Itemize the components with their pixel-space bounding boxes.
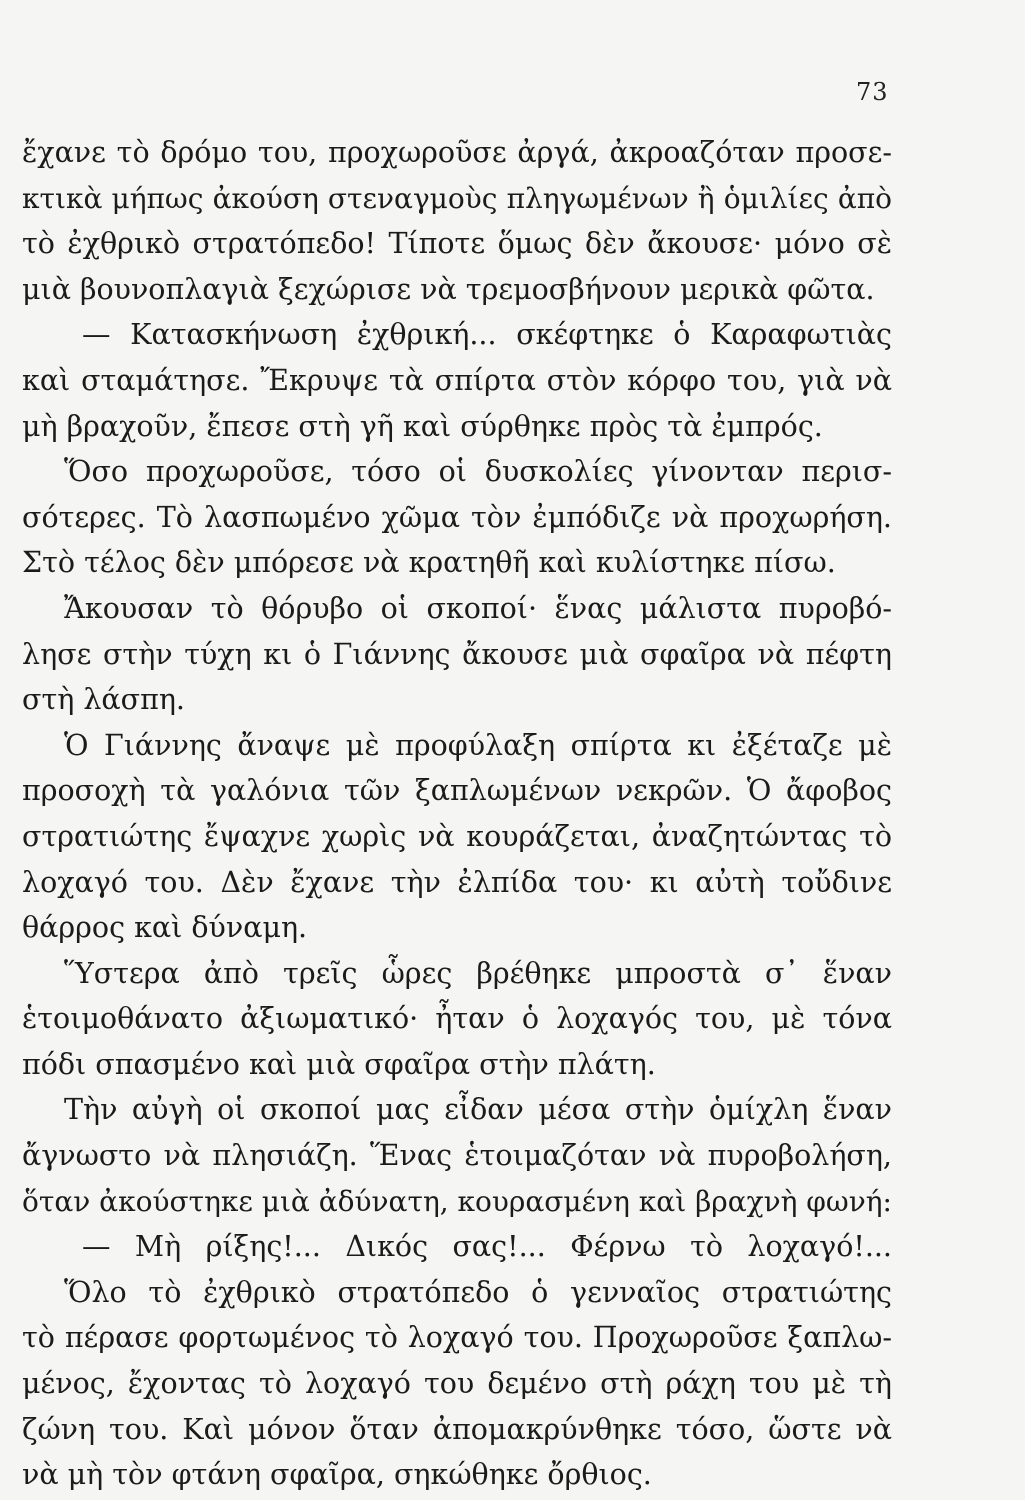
text-line: τὸ ἐχθρικὸ στρατόπεδο! Τίποτε ὅμως δὲν ἄκουσε· μόνο σὲ: [22, 227, 892, 261]
text-line: ἄγνωστο νὰ πλησιάζη. Ἕνας ἑτοιμαζόταν νὰ πυροβολήση,: [22, 1139, 892, 1173]
text-line: Ὅσο προχωροῦσε, τόσο οἱ δυσκολίες γίνονταν περισ-: [64, 455, 892, 489]
text-line: θάρρος καὶ δύναμη.: [22, 911, 308, 945]
page-number: 73: [856, 78, 889, 106]
text-line: Στὸ τέλος δὲν μπόρεσε νὰ κρατηθῆ καὶ κυλίστηκε πίσω.: [22, 546, 836, 580]
body-text: [22, 130, 892, 1498]
text-line: προσοχὴ τὰ γαλόνια τῶν ξαπλωμένων νεκρῶν. Ὁ ἄφοβος: [22, 774, 892, 808]
text-line: — Κατασκήνωση ἐχθρική... σκέφτηκε ὁ Καραφωτιὰς: [82, 318, 892, 352]
text-line: κτικὰ μήπως ἀκούση στεναγμοὺς πληγωμένων ἢ ὁμιλίες ἀπὸ: [22, 181, 892, 215]
text-line: καὶ σταμάτησε. Ἔκρυψε τὰ σπίρτα στὸν κόρφο του, γιὰ νὰ: [22, 363, 892, 397]
text-line: ἔχανε τὸ δρόμο του, προχωροῦσε ἀργά, ἀκροαζόταν προσε-: [22, 136, 892, 169]
text-line: Ὕστερα ἀπὸ τρεῖς ὧρες βρέθηκε μπροστὰ σ᾽ ἕναν: [64, 956, 892, 990]
text-line: μένος, ἔχοντας τὸ λοχαγό του δεμένο στὴ ράχη του μὲ τὴ: [22, 1367, 892, 1401]
text-line: Ἄκουσαν τὸ θόρυβο οἱ σκοποί· ἕνας μάλιστα πυροβό-: [64, 591, 892, 625]
text-line: στρατιώτης ἔψαχνε χωρὶς νὰ κουράζεται, ἀναζητώντας τὸ: [22, 819, 892, 853]
text-line: ὅταν ἀκούστηκε μιὰ ἀδύνατη, κουρασμένη καὶ βραχνὴ φωνή:: [22, 1184, 892, 1218]
text-line: — Μὴ ρίξης!... Δικός σας!... Φέρνω τὸ λοχαγό!...: [82, 1230, 892, 1264]
text-line: Τὴν αὐγὴ οἱ σκοποί μας εἶδαν μέσα στὴν ὁμίχλη ἕναν: [64, 1093, 892, 1127]
text-line: τὸ πέρασε φορτωμένος τὸ λοχαγό του. Προχωροῦσε ξαπλω-: [22, 1321, 892, 1355]
text-line: μὴ βραχοῦν, ἔπεσε στὴ γῆ καὶ σύρθηκε πρὸς τὰ ἐμπρός.: [22, 409, 823, 443]
text-line: λοχαγό του. Δὲν ἔχανε τὴν ἐλπίδα του· κι αὐτὴ τοὔδινε: [22, 865, 892, 899]
text-line: ζώνη του. Καὶ μόνον ὅταν ἀπομακρύνθηκε τόσο, ὥστε νὰ: [22, 1412, 892, 1446]
text-line: Ὁ Γιάννης ἄναψε μὲ προφύλαξη σπίρτα κι ἐξέταζε μὲ: [64, 728, 892, 762]
text-line: σότερες. Τὸ λασπωμένο χῶμα τὸν ἐμπόδιζε νὰ προχωρήση.: [22, 500, 892, 534]
text-line: νὰ μὴ τὸν φτάνη σφαῖρα, σηκώθηκε ὄρθιος.: [22, 1458, 652, 1492]
text-line: λησε στὴν τύχη κι ὁ Γιάννης ἄκουσε μιὰ σφαῖρα νὰ πέφτη: [22, 637, 892, 671]
text-line: ἑτοιμοθάνατο ἀξιωματικό· ἦταν ὁ λοχαγός του, μὲ τόνα: [22, 1002, 892, 1036]
text-line: πόδι σπασμένο καὶ μιὰ σφαῖρα στὴν πλάτη.: [22, 1047, 656, 1081]
text-line: στὴ λάσπη.: [22, 683, 185, 717]
text-line: μιὰ βουνοπλαγιὰ ξεχώρισε νὰ τρεμοσβήνουν μερικὰ φῶτα.: [22, 272, 875, 306]
text-line: Ὅλο τὸ ἐχθρικὸ στρατόπεδο ὁ γενναῖος στρατιώτης: [64, 1275, 892, 1309]
